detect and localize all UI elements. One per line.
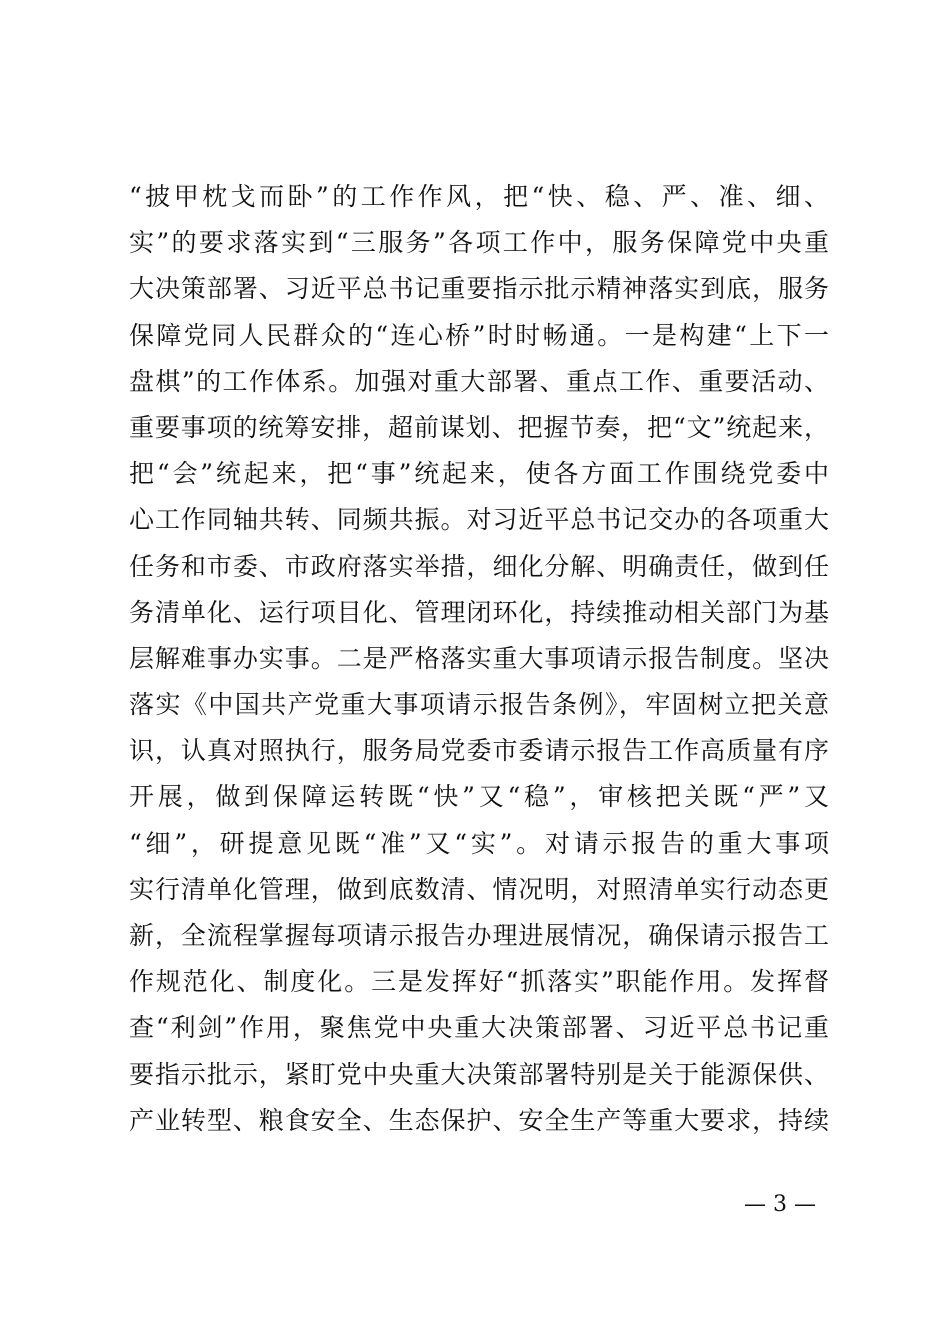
text-line: 落实《中国共产党重大事项请示报告条例》，牢固树立把关意 — [129, 690, 829, 720]
text-line: 大决策部署、习近平总书记重要指示批示精神落实到底，服务 — [129, 274, 829, 304]
text-line: 作规范化、制度化。三是发挥好“抓落实”职能作用。发挥督 — [129, 967, 829, 997]
text-line: 盘棋”的工作体系。加强对重大部署、重点工作、重要活动、 — [129, 366, 829, 396]
text-line: 把“会”统起来，把“事”统起来，使各方面工作围绕党委中 — [129, 459, 829, 489]
text-line: 重要事项的统筹安排，超前谋划、把握节奏，把“文”统起来， — [129, 412, 829, 442]
text-line: 识，认真对照执行，服务局党委市委请示报告工作高质量有序 — [129, 736, 829, 766]
text-line: “披甲枕戈而卧”的工作作风，把“快、稳、严、准、细、 — [129, 182, 829, 211]
text-line: 任务和市委、市政府落实举措，细化分解、明确责任，做到任 — [129, 551, 829, 581]
body-paragraph — [129, 174, 829, 1144]
page-number: — 3 — — [744, 1192, 816, 1217]
text-line: 查“利剑”作用，聚焦党中央重大决策部署、习近平总书记重 — [129, 1013, 829, 1043]
text-line: 产业转型、粮食安全、生态保护、安全生产等重大要求，持续 — [129, 1105, 829, 1135]
text-line: 实行清单化管理，做到底数清、情况明，对照清单实行动态更 — [129, 874, 829, 904]
text-line: 层解难事办实事。二是严格落实重大事项请示报告制度。坚决 — [129, 643, 829, 673]
text-line: 务清单化、运行项目化、管理闭环化，持续推动相关部门为基 — [129, 597, 829, 627]
text-line: “细”，研提意见既“准”又“实”。对请示报告的重大事项 — [129, 828, 829, 858]
text-line: 心工作同轴共转、同频共振。对习近平总书记交办的各项重大 — [129, 505, 829, 535]
text-line: 保障党同人民群众的“连心桥”时时畅通。一是构建“上下一 — [129, 320, 829, 350]
text-line: 要指示批示，紧盯党中央重大决策部署特别是关于能源保供、 — [129, 1059, 829, 1089]
text-line: 新，全流程掌握每项请示报告办理进展情况，确保请示报告工 — [129, 921, 829, 950]
text-line: 实”的要求落实到“三服务”各项工作中，服务保障党中央重 — [129, 228, 829, 258]
text-line: 开展，做到保障运转既“快”又“稳”，审核把关既“严”又 — [129, 782, 829, 812]
